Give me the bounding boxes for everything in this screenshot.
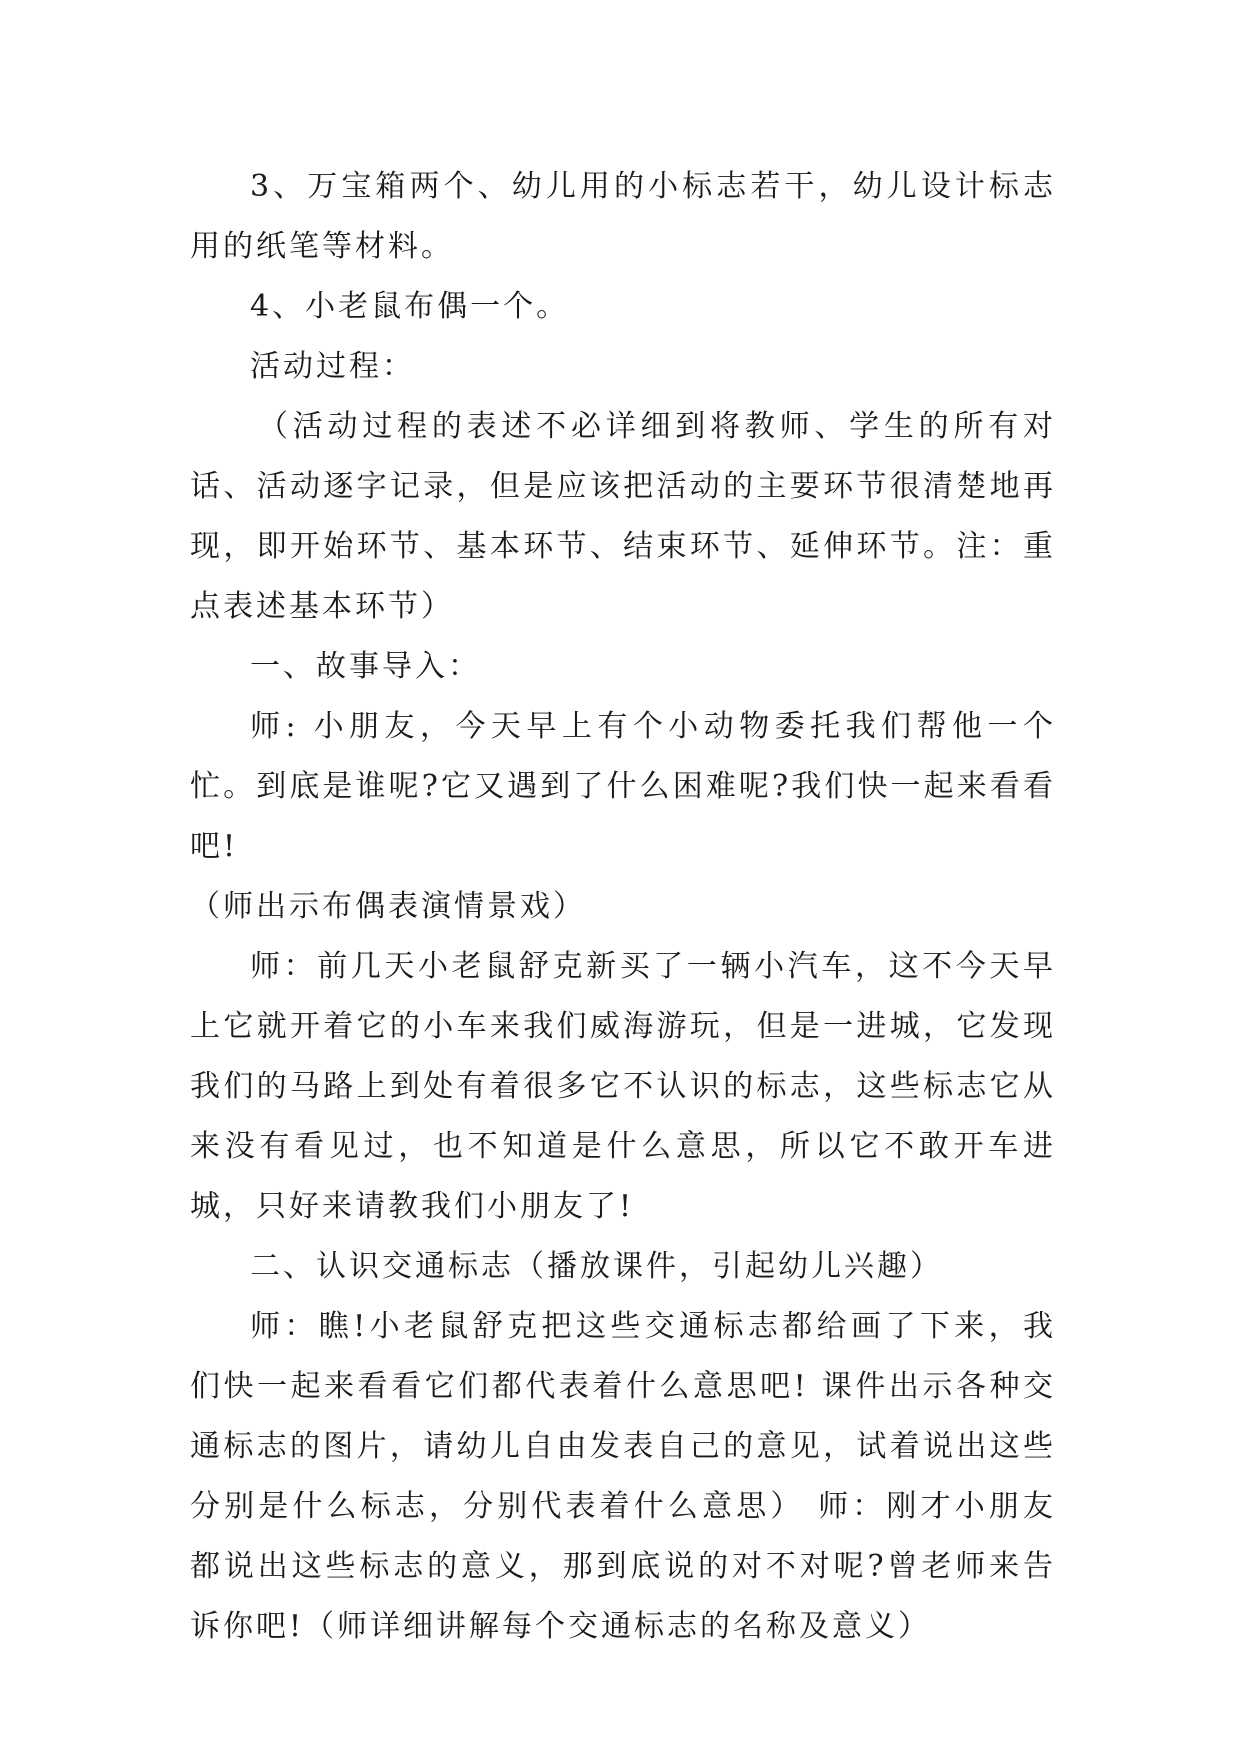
section-heading-activity-process: 活动过程：	[250, 349, 415, 384]
section-heading-traffic-signs: 二、认识交通标志（播放课件，引起幼儿兴趣）	[250, 1249, 943, 1284]
materials-item-4: 4、小老鼠布偶一个。	[250, 289, 570, 324]
section-heading-story-intro: 一、故事导入：	[250, 649, 481, 684]
teacher-dialogue-story: 师：前几天小老鼠舒克新买了一辆小汽车，这不今天早上它就开着它的小车来我们威海游玩，但是一进城，它发现我们的马路上到处有着很多它不认识的标志，这些标志它从来没有看见过，也不知道是什么意思，所以它不敢开车进城，只好来请教我们小朋友了!	[190, 949, 1056, 1224]
document-page	[190, 157, 1056, 1657]
puppet-show-note: （师出示布偶表演情景戏）	[190, 889, 586, 924]
activity-process-note: （活动过程的表述不必详细到将教师、学生的所有对话、活动逐字记录，但是应该把活动的主要环节很清楚地再现，即开始环节、基本环节、结束环节、延伸环节。注：重点表述基本环节）	[190, 409, 1056, 624]
teacher-dialogue-signs: 师：瞧!小老鼠舒克把这些交通标志都给画了下来，我们快一起来看看它们都代表着什么意思吧! 课件出示各种交通标志的图片，请幼儿自由发表自己的意见，试着说出这些分别是什么标志，分别代表着什么意思） 师：刚才小朋友都说出这些标志的意义，那到底说的对不对呢?曾老师来告诉你吧!（师详细讲解每个交通标志的名称及意义）	[190, 1309, 1056, 1644]
materials-item-3: 3、万宝箱两个、幼儿用的小标志若干，幼儿设计标志用的纸笔等材料。	[190, 169, 1056, 264]
teacher-dialogue-intro: 师: 小朋友，今天早上有个小动物委托我们帮他一个忙。到底是谁呢?它又遇到了什么困难呢?我们快一起来看看吧!	[190, 709, 1056, 864]
